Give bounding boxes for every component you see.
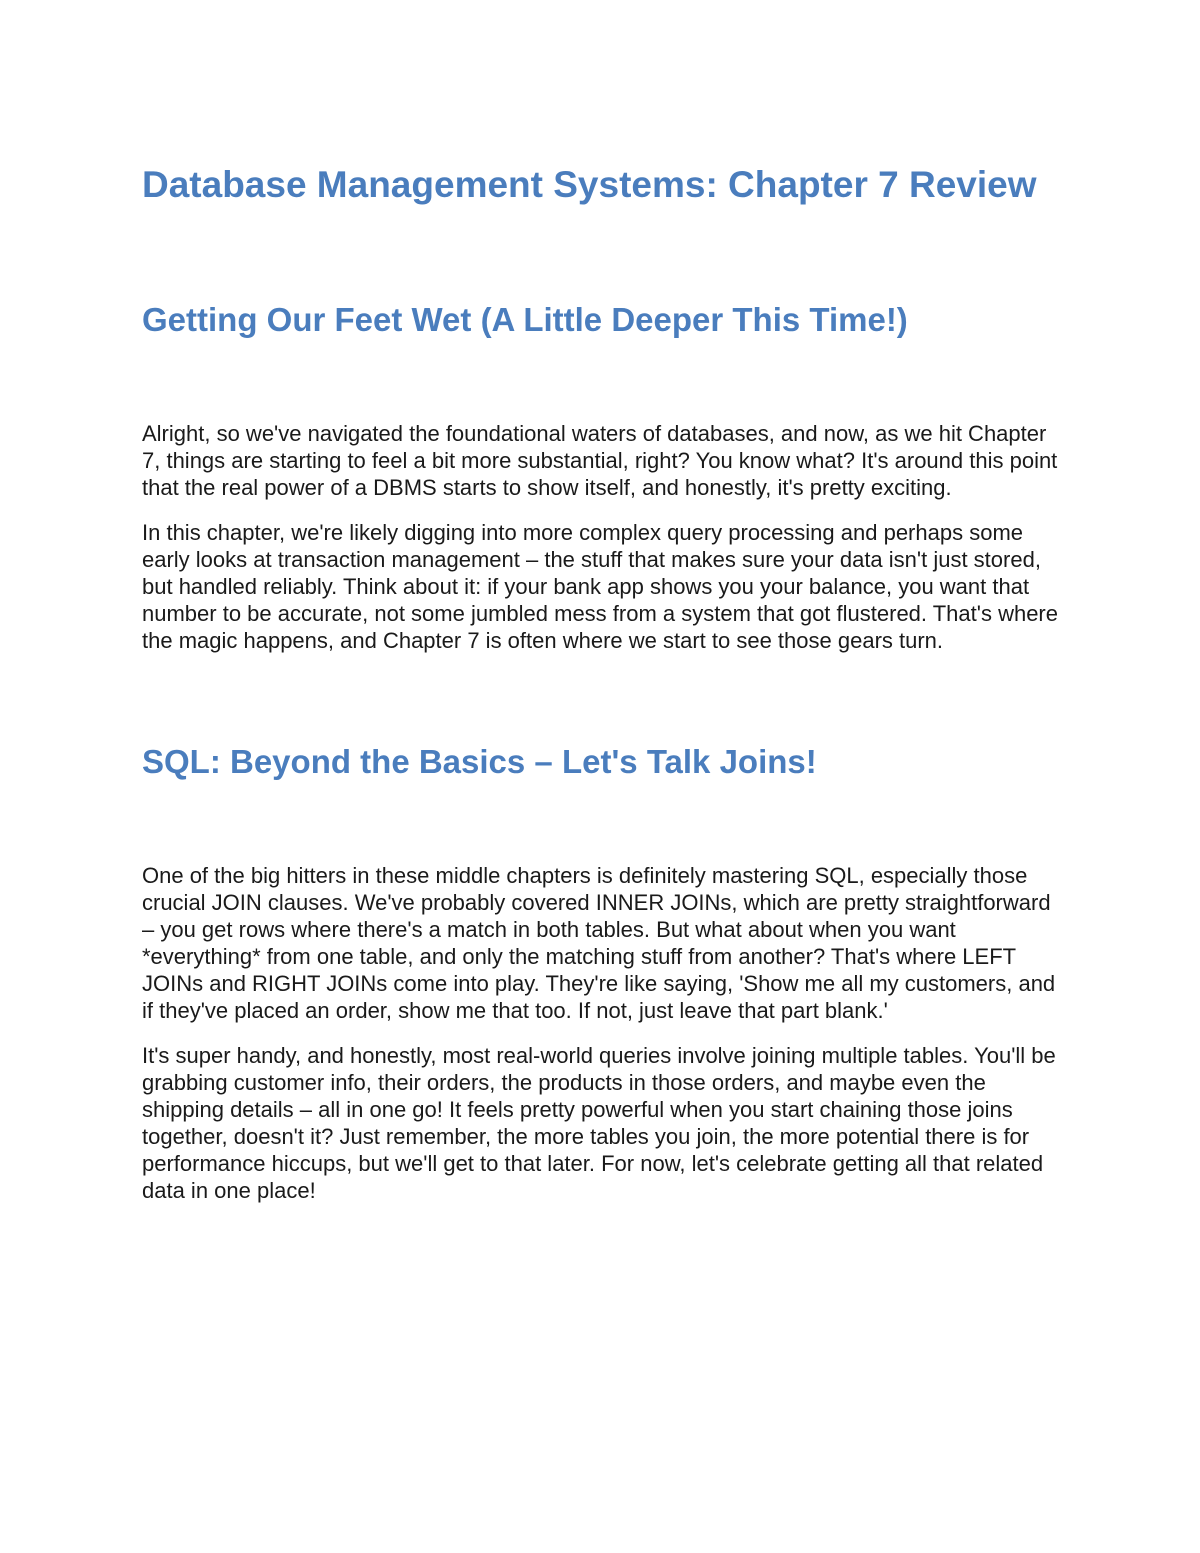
body-paragraph: Alright, so we've navigated the foundational waters of databases, and now, as we hit Chapter 7, things are starting to feel a bit more substantial, right? You know what? It's around this point that the real power of a DBMS starts to show itself, and honestly, it's pretty exciting.	[142, 421, 1058, 500]
body-paragraph: In this chapter, we're likely digging into more complex query processing and perhaps some early looks at transaction management – the stuff that makes sure your data isn't just stored, but handled reliably. Think about it: if your bank app shows you your balance, you want that number to be accurate, not some jumbled mess from a system that got flustered. That's where the magic happens, and Chapter 7 is often where we start to see those gears turn.	[142, 520, 1058, 653]
section-heading: Getting Our Feet Wet (A Little Deeper This Time!)	[142, 301, 908, 338]
section-sql-joins	[142, 742, 1062, 1204]
body-paragraph: One of the big hitters in these middle chapters is definitely mastering SQL, especially those crucial JOIN clauses. We've probably covered INNER JOINs, which are pretty straightforward – you get rows where there's a match in both tables. But what about when you want *everything* from one table, and only the matching stuff from another? That's where LEFT JOINs and RIGHT JOINs come into play. They're like saying, 'Show me all my customers, and if they've placed an order, show me that too. If not, just leave that part blank.'	[142, 863, 1056, 1023]
body-paragraph: It's super handy, and honestly, most real-world queries involve joining multiple tables. You'll be grabbing customer info, their orders, the products in those orders, and maybe even the shipping details – all in one go! It feels pretty powerful when you start chaining those joins together, doesn't it? Just remember, the more tables you join, the more potential there is for performance hiccups, but we'll get to that later. For now, let's celebrate getting all that related data in one place!	[142, 1043, 1056, 1203]
document-content	[142, 162, 1062, 1204]
section-heading: SQL: Beyond the Basics – Let's Talk Joins!	[142, 743, 817, 780]
section-getting-our-feet-wet	[142, 300, 1062, 654]
document-title: Database Management Systems: Chapter 7 Review	[142, 164, 1037, 205]
